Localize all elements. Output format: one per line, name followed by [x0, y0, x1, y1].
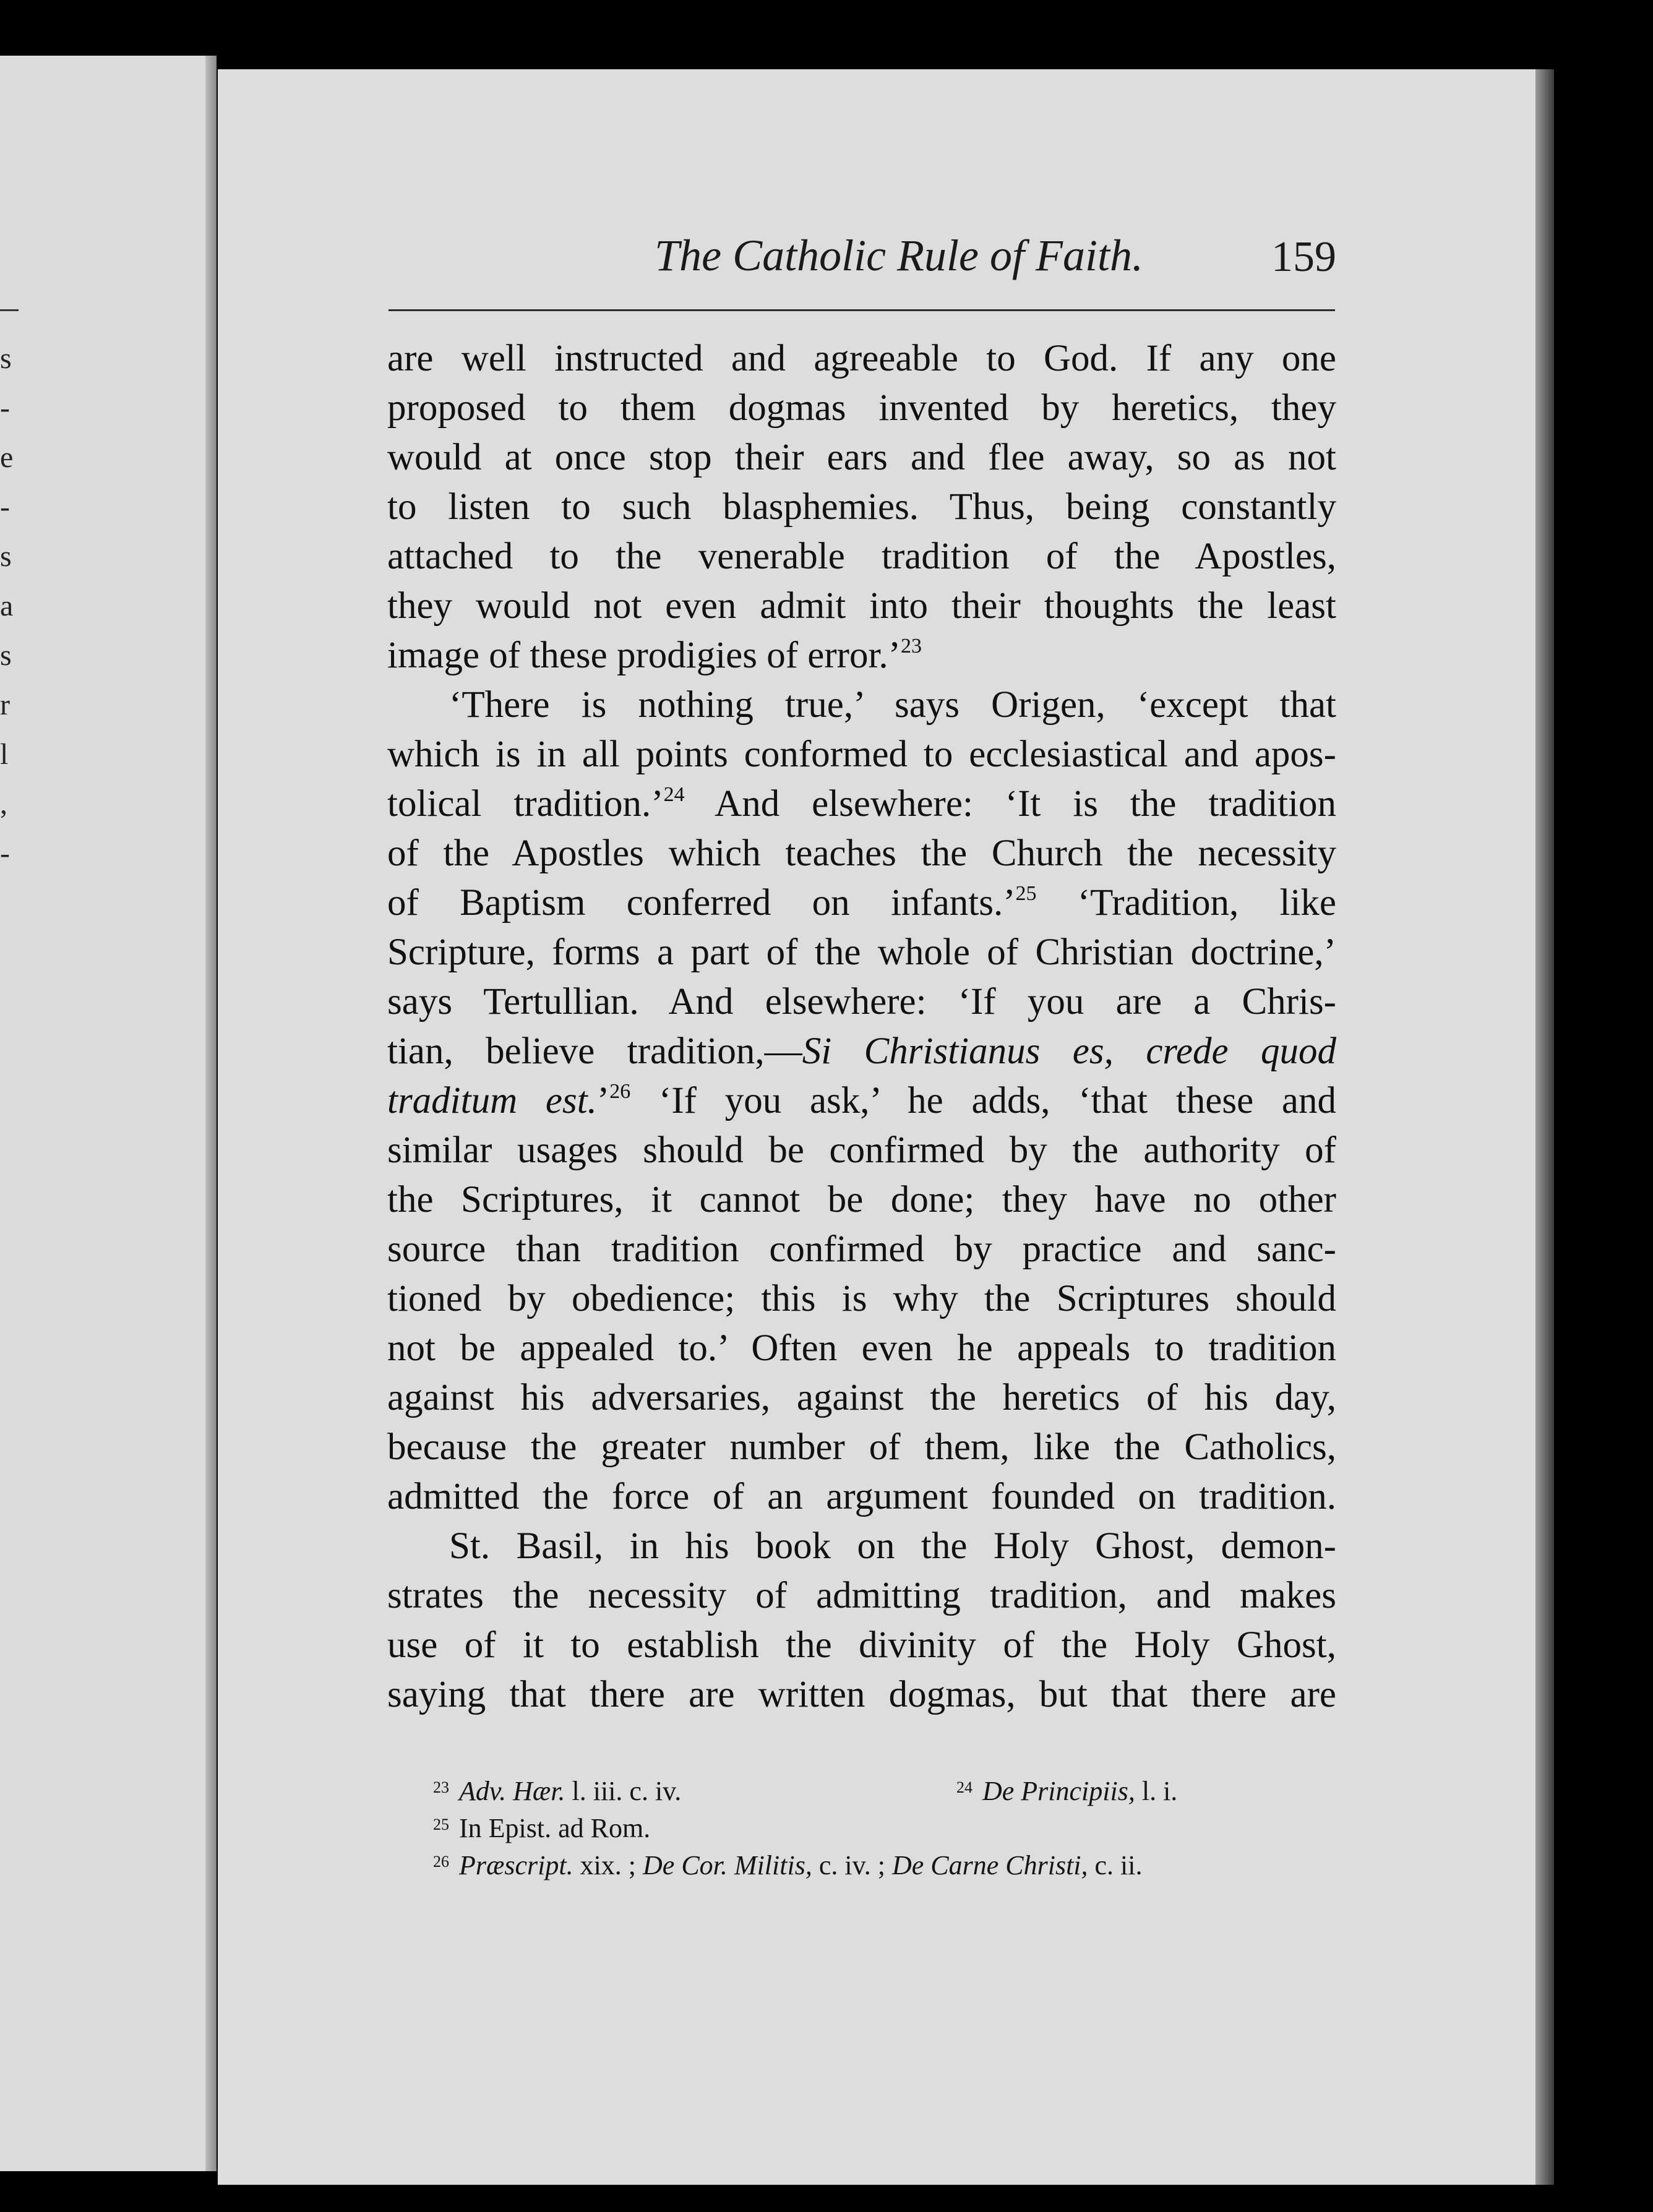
text-line: the Scriptures, it cannot be done; they have no other: [387, 1179, 1336, 1220]
footnote-citation: De Cor. Militis,: [643, 1850, 812, 1880]
footnotes: [433, 1769, 1336, 1880]
footnote-citation: Præscript.: [459, 1850, 573, 1880]
edge-char: ,: [0, 787, 7, 820]
footnote-text: l. i.: [1135, 1776, 1178, 1806]
right-page-edge-shadow: [1535, 69, 1554, 2185]
text-line: source than tradition confirmed by practice and sanc-: [387, 1228, 1336, 1270]
footnote-text: c. iv. ;: [812, 1850, 892, 1880]
text-line: tioned by obedience; this is why the Scriptures should: [387, 1278, 1336, 1319]
header-rule: [389, 309, 1335, 311]
latin-quote: Si Christianus es, crede quod: [802, 1031, 1336, 1072]
footnote-number: 23: [433, 1778, 449, 1796]
left-page-gutter: [205, 56, 217, 2171]
left-page: [0, 56, 217, 2171]
text-line: [387, 1076, 1336, 1126]
text-line: says Tertullian. And elsewhere: ‘If you are a Chris-: [387, 981, 1336, 1022]
footnote-row: [433, 1806, 1336, 1843]
edge-char: e: [0, 441, 14, 474]
text-line: strates the necessity of admitting tradition, and makes: [387, 1575, 1336, 1616]
edge-char: s: [0, 540, 12, 573]
text-run: And elsewhere: ‘It is the tradition: [684, 783, 1336, 825]
text-run: ‘If you ask,’ he adds, ‘that these and: [630, 1080, 1336, 1121]
edge-char: -: [0, 837, 10, 870]
text-line: because the greater number of them, like the Catholics,: [387, 1426, 1336, 1468]
page-header: [376, 230, 1341, 298]
footnote-right: [956, 1769, 1177, 1810]
text-line: proposed to them dogmas invented by heretics, they: [387, 387, 1336, 429]
text-line: [387, 779, 1336, 829]
edge-char: s: [0, 342, 12, 375]
footnote-number: 26: [433, 1853, 449, 1871]
footnote-ref: 25: [1015, 882, 1037, 905]
text-line: similar usages should be confirmed by the authority of: [387, 1130, 1336, 1171]
text-line: not be appealed to.’ Often even he appeals to tradition: [387, 1327, 1336, 1369]
footnote-ref: 23: [901, 635, 922, 658]
footnote-text: l. iii. c. iv.: [565, 1776, 682, 1806]
text-line: [387, 878, 1336, 928]
footnote-text: c. ii.: [1088, 1850, 1143, 1880]
text-run: tolical tradition.’: [387, 783, 664, 825]
text-line: are well instructed and agreeable to God. If any one: [387, 338, 1336, 379]
edge-char: l: [0, 738, 9, 771]
text-line: of the Apostles which teaches the Church the necessity: [387, 833, 1336, 874]
edge-char: s: [0, 639, 12, 672]
text-line: attached to the venerable tradition of the Apostles,: [387, 536, 1336, 577]
text-run: ‘Tradition, like: [1036, 882, 1336, 924]
text-line: would at once stop their ears and flee away, so as not: [387, 437, 1336, 478]
footnote-number: 25: [433, 1815, 449, 1833]
text-run: tian, believe tradition,—: [387, 1031, 802, 1072]
footnote-citation: De Carne Christi,: [891, 1850, 1088, 1880]
text-line: saying that there are written dogmas, but that there are: [387, 1674, 1336, 1715]
body-text: [387, 334, 1336, 1720]
text-line: against his adversaries, against the heretics of his day,: [387, 1377, 1336, 1418]
running-title: The Catholic Rule of Faith.: [655, 231, 1143, 280]
footnote-text: xix. ;: [573, 1850, 643, 1880]
footnote-number: 24: [956, 1778, 972, 1796]
footnote-ref: 24: [663, 783, 685, 806]
footnote-citation: Adv. Hær.: [459, 1776, 565, 1806]
latin-quote: traditum est.: [387, 1080, 597, 1121]
text-run: of Baptism conferred on infants.’: [387, 882, 1016, 924]
text-line: to listen to such blasphemies. Thus, being constantly: [387, 486, 1336, 528]
text-line: which is in all points conformed to ecclesiastical and apos-: [387, 734, 1336, 775]
edge-char: r: [0, 688, 10, 721]
text-run: image of these prodigies of error.’: [387, 635, 901, 676]
text-line: they would not even admit into their thoughts the least: [387, 585, 1336, 627]
edge-char: -: [0, 392, 10, 424]
text-line: ‘There is nothing true,’ says Origen, ‘except that: [449, 684, 1336, 726]
left-page-edge-text: [0, 334, 25, 878]
text-run: ’: [596, 1080, 610, 1121]
text-line: [387, 631, 1336, 680]
footnote-row: [433, 1843, 1336, 1880]
footnote-text: In Epist. ad Rom.: [459, 1813, 651, 1843]
text-line: admitted the force of an argument founded on tradition.: [387, 1476, 1336, 1517]
left-page-rule-fragment: [0, 309, 19, 311]
text-line: use of it to establish the divinity of the Holy Ghost,: [387, 1624, 1336, 1666]
text-line: [387, 1027, 1336, 1076]
footnote-row: [433, 1769, 1336, 1806]
text-line: Scripture, forms a part of the whole of Christian doctrine,’: [387, 932, 1336, 973]
page-number: 159: [1271, 233, 1336, 281]
text-line: St. Basil, in his book on the Holy Ghost, demon-: [449, 1525, 1336, 1567]
footnote-ref: 26: [609, 1080, 631, 1103]
edge-char: -: [0, 491, 10, 523]
footnote-citation: De Principiis,: [982, 1776, 1135, 1806]
edge-char: a: [0, 589, 14, 622]
